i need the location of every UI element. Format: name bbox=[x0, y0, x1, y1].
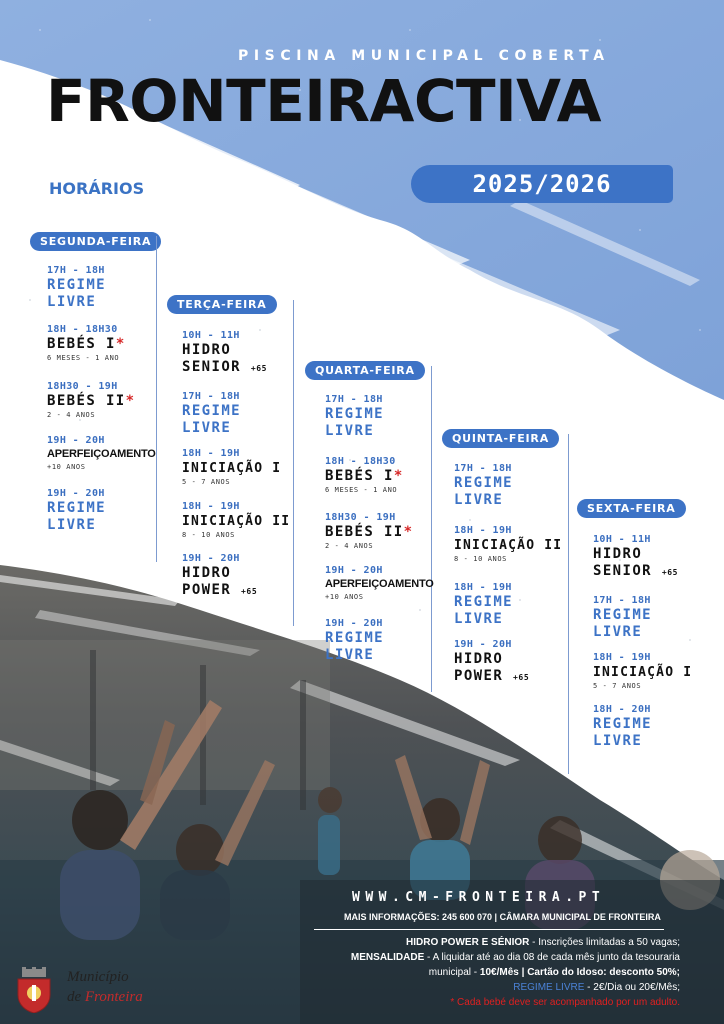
slot-time: 18H - 19H bbox=[454, 525, 512, 536]
subtitle: PISCINA MUNICIPAL COBERTA bbox=[238, 48, 610, 64]
asterisk-mark: * bbox=[403, 524, 414, 540]
slot-time: 10H - 11H bbox=[182, 330, 240, 341]
schedule-slot bbox=[47, 434, 156, 472]
slot-activity: BEBÉS II bbox=[47, 393, 126, 409]
schedule-label: HORÁRIOS bbox=[49, 179, 145, 198]
schedule-slot bbox=[454, 524, 562, 564]
slot-activity: REGIME LIVRE bbox=[454, 475, 513, 508]
day-header-thursday: QUINTA-FEIRA bbox=[442, 429, 559, 448]
slot-activity: REGIME LIVRE bbox=[325, 630, 384, 663]
slot-time: 17H - 18H bbox=[593, 595, 651, 606]
slot-activity: HIDRO bbox=[182, 342, 232, 358]
contact-info: MAIS INFORMAÇÕES: 245 600 070 | CÂMARA MUNICIPAL DE FRONTEIRA bbox=[344, 912, 661, 922]
schedule-slot bbox=[454, 581, 564, 628]
slot-activity: REGIME LIVRE bbox=[325, 406, 384, 439]
slot-activity: BEBÉS I bbox=[325, 468, 394, 484]
slot-time: 18H - 18H30 bbox=[47, 324, 118, 335]
slot-time: 18H30 - 19H bbox=[325, 512, 396, 523]
slot-activity: POWER bbox=[182, 582, 232, 598]
age-suffix: +65 bbox=[250, 364, 268, 373]
slot-activity: REGIME LIVRE bbox=[593, 716, 652, 749]
schedule-slot bbox=[47, 323, 126, 363]
footer-divider bbox=[314, 929, 664, 930]
schedule-slot bbox=[593, 703, 703, 750]
slot-time: 17H - 18H bbox=[454, 463, 512, 474]
schedule-slot bbox=[47, 264, 157, 311]
schedule-slot bbox=[325, 617, 435, 664]
slot-time: 18H - 20H bbox=[593, 704, 651, 715]
slot-time: 10H - 11H bbox=[593, 534, 651, 545]
slot-activity: APERFEIÇOAMENTO bbox=[47, 448, 156, 460]
slot-time: 19H - 20H bbox=[325, 565, 383, 576]
slot-activity: APERFEIÇOAMENTO bbox=[325, 578, 434, 590]
slot-activity: INICIAÇÃO I bbox=[593, 665, 693, 680]
slot-activity: INICIAÇÃO I bbox=[182, 461, 282, 476]
slot-activity: REGIME LIVRE bbox=[182, 403, 241, 436]
schedule-slot bbox=[182, 500, 290, 540]
schedule-slot bbox=[182, 447, 281, 487]
slot-activity: HIDRO bbox=[593, 546, 643, 562]
slot-note: 6 MESES - 1 ANO bbox=[47, 354, 120, 362]
website-link[interactable]: WWW.CM-FRONTEIRA.PT bbox=[352, 890, 606, 905]
slot-note: 2 - 4 ANOS bbox=[325, 542, 374, 550]
municipal-crest-icon bbox=[14, 967, 54, 1013]
age-suffix: +65 bbox=[241, 587, 258, 596]
asterisk-mark: * bbox=[115, 336, 126, 352]
slot-note: +10 ANOS bbox=[47, 463, 86, 471]
slot-time: 19H - 20H bbox=[325, 618, 383, 629]
schedule-slot bbox=[593, 594, 703, 641]
schedule-slot bbox=[325, 393, 435, 440]
slot-note: 5 - 7 ANOS bbox=[593, 682, 642, 690]
day-column-tuesday bbox=[167, 293, 277, 314]
day-header-wednesday: QUARTA-FEIRA bbox=[305, 361, 425, 380]
footer-note: municipal - 10€/Mês | Cartão do Idoso: desconto 50%; bbox=[428, 967, 680, 978]
slot-time: 19H - 20H bbox=[182, 553, 240, 564]
page-title: FRONTEIRACTIVA bbox=[46, 67, 601, 135]
slot-time: 18H - 19H bbox=[182, 501, 240, 512]
slot-time: 17H - 18H bbox=[182, 391, 240, 402]
slot-time: 18H - 19H bbox=[593, 652, 651, 663]
slot-note: 2 - 4 ANOS bbox=[47, 411, 96, 419]
age-suffix: +65 bbox=[513, 673, 530, 682]
slot-note: 6 MESES - 1 ANO bbox=[325, 486, 398, 494]
column-divider bbox=[568, 434, 569, 774]
slot-time: 19H - 20H bbox=[454, 639, 512, 650]
brand-line: de Fronteira bbox=[67, 989, 143, 1005]
season-badge: 2025/2026 bbox=[411, 165, 673, 203]
slot-activity: REGIME LIVRE bbox=[454, 594, 513, 627]
slot-activity: INICIAÇÃO II bbox=[454, 538, 563, 553]
schedule-slot bbox=[325, 455, 404, 495]
asterisk-mark: * bbox=[393, 468, 404, 484]
day-column-wednesday bbox=[305, 359, 425, 380]
schedule-slot bbox=[325, 511, 413, 551]
footer-note: HIDRO POWER E SÉNIOR - Inscrições limitadas a 50 vagas; bbox=[406, 937, 680, 948]
slot-activity: SENIOR bbox=[593, 563, 652, 579]
slot-time: 18H - 18H30 bbox=[325, 456, 396, 467]
day-header-tuesday: TERÇA-FEIRA bbox=[167, 295, 277, 314]
day-column-thursday bbox=[442, 427, 559, 448]
column-divider bbox=[293, 300, 294, 626]
slot-time: 18H30 - 19H bbox=[47, 381, 118, 392]
schedule-slot bbox=[454, 462, 564, 509]
footer-note: MENSALIDADE - A liquidar até ao dia 08 de cada mês junto da tesouraria bbox=[350, 952, 680, 963]
schedule-slot bbox=[182, 390, 292, 437]
slot-activity: REGIME LIVRE bbox=[593, 607, 652, 640]
slot-note: +10 ANOS bbox=[325, 593, 364, 601]
footer-note: * Cada bebé deve ser acompanhado por um adulto. bbox=[450, 997, 680, 1008]
footer-notes bbox=[296, 935, 680, 1010]
asterisk-mark: * bbox=[125, 393, 136, 409]
slot-time: 17H - 18H bbox=[325, 394, 383, 405]
day-column-friday bbox=[577, 497, 686, 518]
slot-time: 17H - 18H bbox=[47, 265, 105, 276]
day-column-monday bbox=[30, 230, 161, 251]
slot-activity: HIDRO bbox=[182, 565, 232, 581]
footer-note: REGIME LIVRE - 2€/Dia ou 20€/Mês; bbox=[513, 982, 680, 993]
slot-note: 8 - 10 ANOS bbox=[182, 531, 235, 539]
schedule-slot bbox=[182, 329, 267, 377]
day-header-monday: SEGUNDA-FEIRA bbox=[30, 232, 161, 251]
slot-time: 18H - 19H bbox=[454, 582, 512, 593]
slot-note: 8 - 10 ANOS bbox=[454, 555, 507, 563]
brand-line: Município bbox=[67, 969, 129, 985]
slot-time: 19H - 20H bbox=[47, 435, 105, 446]
age-suffix: +65 bbox=[661, 568, 679, 577]
slot-activity: POWER bbox=[454, 668, 504, 684]
day-header-friday: SEXTA-FEIRA bbox=[577, 499, 686, 518]
schedule-slot bbox=[182, 552, 257, 600]
schedule-slot bbox=[454, 638, 529, 686]
municipality-brand bbox=[67, 967, 143, 1007]
slot-activity: SENIOR bbox=[182, 359, 241, 375]
schedule-slot bbox=[325, 564, 434, 602]
slot-activity: BEBÉS I bbox=[47, 336, 116, 352]
slot-note: 5 - 7 ANOS bbox=[182, 478, 231, 486]
schedule-slot bbox=[593, 651, 692, 691]
schedule-slot bbox=[47, 380, 135, 420]
schedule-slot bbox=[47, 487, 157, 534]
schedule-slot bbox=[593, 533, 678, 581]
slot-activity: BEBÉS II bbox=[325, 524, 404, 540]
slot-activity: REGIME LIVRE bbox=[47, 500, 106, 533]
slot-time: 18H - 19H bbox=[182, 448, 240, 459]
slot-activity: INICIAÇÃO II bbox=[182, 514, 291, 529]
slot-activity: REGIME LIVRE bbox=[47, 277, 106, 310]
slot-activity: HIDRO bbox=[454, 651, 504, 667]
slot-time: 19H - 20H bbox=[47, 488, 105, 499]
